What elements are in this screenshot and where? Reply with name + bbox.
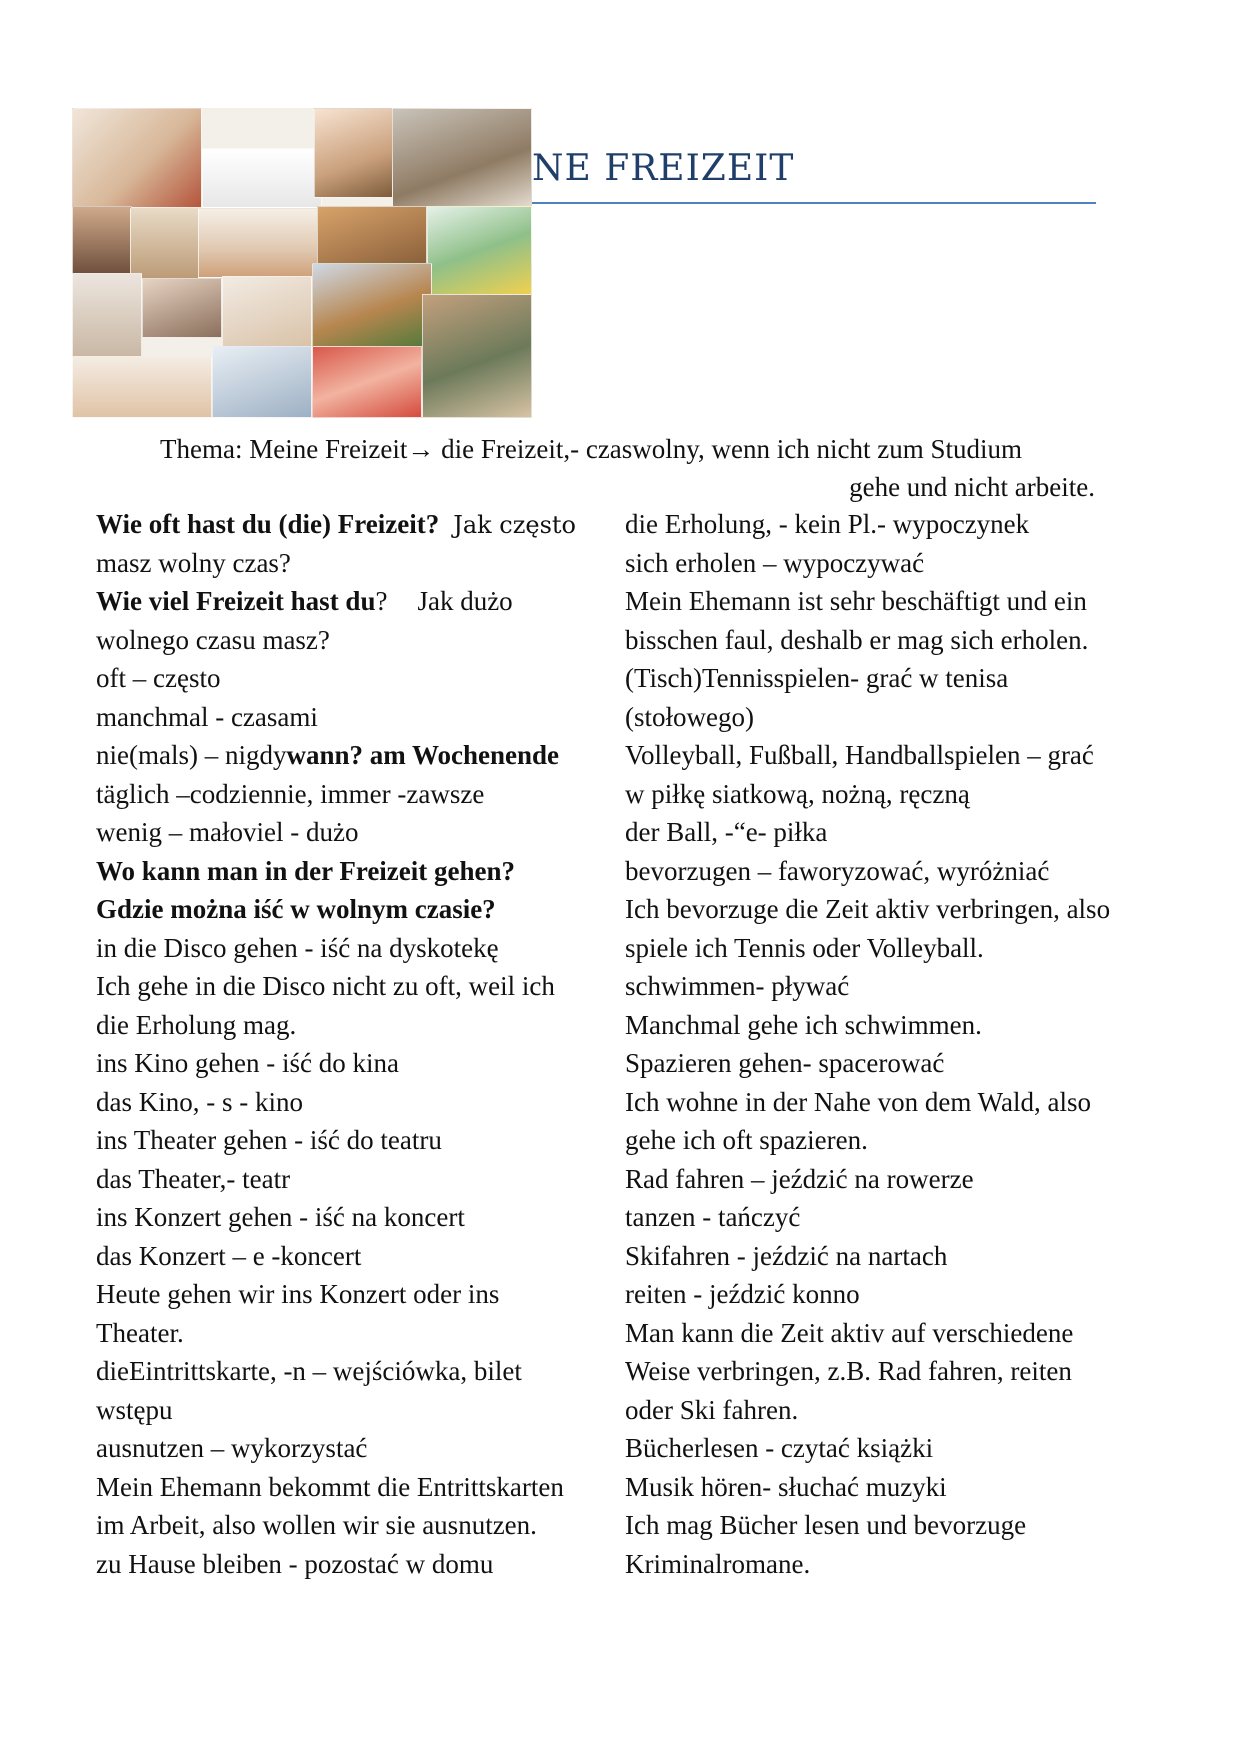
vocab-line: Mein Ehemann ist sehr beschäftigt und ein bbox=[625, 586, 1087, 616]
vocab-line: täglich –codziennie, immer -zawsze bbox=[96, 778, 485, 809]
vocab-line: Ich bevorzuge die Zeit aktiv verbringen, also bbox=[625, 894, 1111, 924]
vocab-line: die Erholung, - kein Pl.- wypoczynek bbox=[625, 509, 1030, 539]
vocab-line: Manchmal gehe ich schwimmen. bbox=[625, 1009, 982, 1040]
vocab-line: im Arbeit, also wollen wir sie ausnutzen. bbox=[96, 1510, 537, 1540]
vocab-line: Heute gehen wir ins Konzert oder ins bbox=[96, 1279, 500, 1309]
vocab-line: das Theater,- teatr bbox=[96, 1163, 291, 1194]
vocab-line: masz wolny czas? bbox=[96, 547, 291, 578]
topic-line-2: gehe und nicht arbeite. bbox=[849, 472, 1095, 502]
vocab-line: ausnutzen – wykorzystać bbox=[96, 1433, 368, 1463]
vocab-question: Gdzie można iść w wolnym czasie? bbox=[96, 894, 496, 924]
collage-photo bbox=[427, 206, 532, 296]
vocab-line: Wie viel Freizeit hast du? Jak dużo bbox=[96, 586, 513, 616]
vocab-line: Weise verbringen, z.B. Rad fahren, reiten bbox=[625, 1356, 1072, 1386]
vocab-line: Volleyball, Fußball, Handballspielen – grać bbox=[625, 740, 1094, 770]
collage-photo bbox=[312, 346, 422, 418]
collage-photo bbox=[312, 263, 432, 348]
vocab-line: bisschen faul, deshalb er mag sich erholen. bbox=[625, 624, 1089, 655]
vocab-line: das Kino, - s - kino bbox=[96, 1086, 303, 1117]
collage-photo bbox=[202, 148, 322, 208]
vocab-line: das Konzert – e -koncert bbox=[96, 1240, 362, 1271]
topic-paragraph bbox=[160, 430, 1095, 506]
vocab-line: manchmal - czasami bbox=[96, 701, 318, 732]
vocab-line: bevorzugen – faworyzować, wyróżniać bbox=[625, 855, 1050, 886]
collage-photo bbox=[314, 108, 394, 198]
collage-photo bbox=[317, 206, 427, 266]
vocab-line: Spazieren gehen- spacerować bbox=[625, 1048, 945, 1078]
collage-photo bbox=[392, 108, 532, 208]
collage-photo bbox=[198, 208, 318, 278]
vocab-line: wolnego czasu masz? bbox=[96, 624, 330, 655]
vocab-line: (stołowego) bbox=[625, 701, 754, 732]
title-underline bbox=[532, 202, 1096, 204]
leisure-photo-collage bbox=[72, 108, 532, 418]
collage-photo bbox=[72, 206, 132, 276]
vocab-line: ins Konzert gehen - iść na koncert bbox=[96, 1202, 465, 1232]
vocab-line: Mein Ehemann bekommt die Entrittskarten bbox=[96, 1471, 564, 1502]
vocab-line: Musik hören- słuchać muzyki bbox=[625, 1471, 947, 1502]
vocab-line: Theater. bbox=[96, 1317, 184, 1348]
vocab-line: (Tisch)Tennisspielen- grać w tenisa bbox=[625, 663, 1009, 693]
vocab-line: dieEintrittskarte, -n – wejściówka, bilet bbox=[96, 1356, 522, 1386]
vocab-line: oft – często bbox=[96, 663, 221, 693]
vocab-line: reiten - jeździć konno bbox=[625, 1279, 860, 1309]
vocab-line: sich erholen – wypoczywać bbox=[625, 547, 925, 578]
vocab-line: Man kann die Zeit aktiv auf verschiedene bbox=[625, 1317, 1074, 1348]
collage-photo bbox=[72, 108, 202, 208]
vocab-line: in die Disco gehen - iść na dyskotekę bbox=[96, 932, 499, 963]
collage-photo bbox=[142, 278, 222, 338]
vocab-line: spiele ich Tennis oder Volleyball. bbox=[625, 932, 984, 963]
collage-photo bbox=[72, 356, 212, 418]
vocab-line: ins Kino gehen - iść do kina bbox=[96, 1048, 399, 1078]
vocab-line: der Ball, -“e- piłka bbox=[625, 817, 828, 847]
right-vocabulary-column bbox=[625, 505, 1165, 1583]
vocab-line: w piłkę siatkową, nożną, ręczną bbox=[625, 778, 970, 809]
left-vocabulary-column bbox=[96, 505, 611, 1583]
collage-photo bbox=[222, 276, 312, 348]
vocab-line: zu Hause bleiben - pozostać w domu bbox=[96, 1548, 494, 1579]
vocab-line: Rad fahren – jeździć na rowerze bbox=[625, 1163, 974, 1194]
vocab-line: tanzen - tańczyć bbox=[625, 1202, 801, 1232]
vocab-line: Bücherlesen - czytać książki bbox=[625, 1433, 934, 1463]
vocab-line: Ich wohne in der Nahe von dem Wald, also bbox=[625, 1086, 1091, 1117]
vocab-line: oder Ski fahren. bbox=[625, 1394, 799, 1425]
collage-photo bbox=[212, 346, 312, 418]
vocab-line: Wie oft hast du (die) Freizeit? Jak często bbox=[96, 509, 577, 539]
topic-line-1: Thema: Meine Freizeit→ die Freizeit,- czaswolny, wenn ich nicht zum Studium bbox=[160, 434, 1023, 464]
vocab-line: wstępu bbox=[96, 1394, 173, 1425]
collage-photo bbox=[422, 294, 532, 418]
page-title: NE FREIZEIT bbox=[532, 148, 795, 189]
vocab-line: Skifahren - jeździć na nartach bbox=[625, 1240, 948, 1271]
vocab-line: wenig – małoviel - dużo bbox=[96, 817, 359, 847]
vocab-line: schwimmen- pływać bbox=[625, 971, 850, 1001]
collage-photo bbox=[72, 273, 142, 358]
vocab-line: nie(mals) – nigdywann? am Wochenende bbox=[96, 740, 560, 770]
vocab-line: gehe ich oft spazieren. bbox=[625, 1125, 868, 1155]
vocab-line: Kriminalromane. bbox=[625, 1548, 811, 1579]
vocab-question: Wo kann man in der Freizeit gehen? bbox=[96, 855, 516, 886]
vocab-line: die Erholung mag. bbox=[96, 1009, 297, 1040]
vocab-line: Ich gehe in die Disco nicht zu oft, weil ich bbox=[96, 971, 555, 1001]
vocab-line: ins Theater gehen - iść do teatru bbox=[96, 1125, 442, 1155]
vocab-line: Ich mag Bücher lesen und bevorzuge bbox=[625, 1510, 1027, 1540]
